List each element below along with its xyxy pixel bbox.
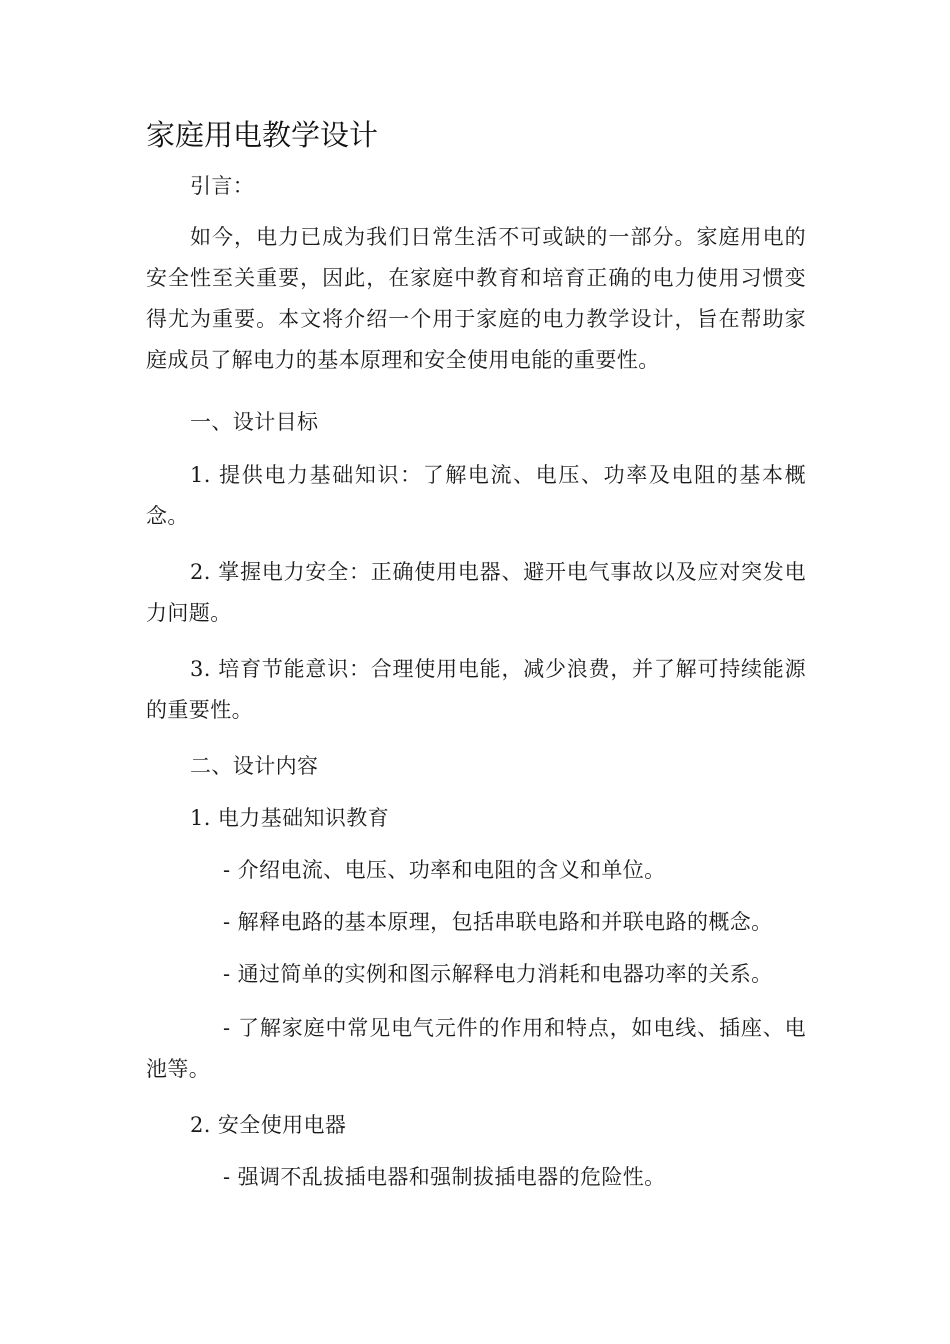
goal-item: 2. 掌握电力安全：正确使用电器、避开电气事故以及应对突发电力问题。 bbox=[146, 560, 806, 625]
intro-label: 引言： bbox=[190, 174, 255, 198]
document-title: 家庭用电教学设计 bbox=[146, 118, 379, 152]
list-item: - 了解家庭中常见电气元件的作用和特点，如电线、插座、电池等。 bbox=[146, 1016, 806, 1081]
list-item: - 解释电路的基本原理，包括串联电路和并联电路的概念。 bbox=[223, 910, 773, 934]
goal-item: 1. 提供电力基础知识：了解电流、电压、功率及电阻的基本概念。 bbox=[146, 463, 806, 528]
list-item: - 强调不乱拔插电器和强制拔插电器的危险性。 bbox=[223, 1165, 666, 1189]
section-heading-content: 二、设计内容 bbox=[190, 754, 319, 778]
intro-paragraph: 如今，电力已成为我们日常生活不可或缺的一部分。家庭用电的安全性至关重要，因此，在家庭中教育和培育正确的电力使用习惯变得尤为重要。本文将介绍一个用于家庭的电力教学设计，旨在帮助家庭成员了解电力的基本原理和安全使用电能的重要性。 bbox=[146, 225, 806, 372]
subsection-heading: 1. 电力基础知识教育 bbox=[190, 806, 390, 830]
subsection-heading: 2. 安全使用电器 bbox=[190, 1113, 347, 1137]
list-item: - 介绍电流、电压、功率和电阻的含义和单位。 bbox=[223, 858, 666, 882]
goal-item: 3. 培育节能意识：合理使用电能，减少浪费，并了解可持续能源的重要性。 bbox=[146, 657, 806, 722]
section-heading-goals: 一、设计目标 bbox=[190, 410, 319, 434]
list-item: - 通过简单的实例和图示解释电力消耗和电器功率的关系。 bbox=[223, 962, 773, 986]
